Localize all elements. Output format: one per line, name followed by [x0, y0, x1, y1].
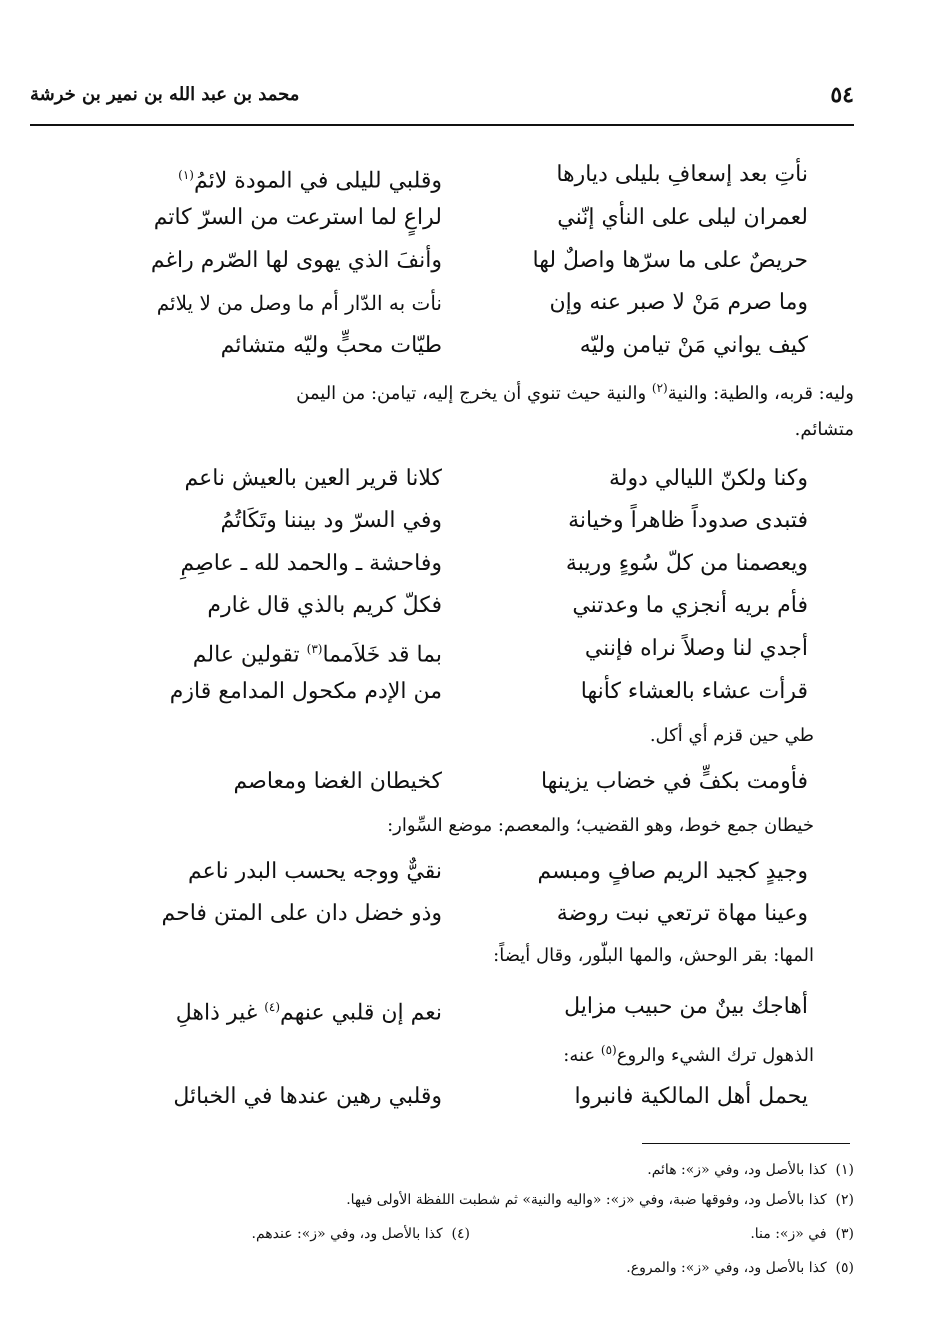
- verse-hemistich-second: وأنفَ الذي يهوى لها الصّرم راغم: [150, 248, 442, 273]
- footnote-number: (٤): [451, 1226, 470, 1242]
- footnote-text: كذا بالأصل ود، وفي «ز»: هائم.: [647, 1162, 827, 1178]
- verse-hemistich-second: نقيٌّ ووجه يحسب البدر ناعم: [188, 859, 442, 884]
- verse-hemistich-first: كيف يواني مَنْ تيامن وليّه: [579, 333, 808, 358]
- verse-hemistich-second: وفاحشة ـ والحمد لله ـ عاصِمِ: [180, 551, 442, 576]
- footnote: [750, 1224, 854, 1244]
- verse-hemistich-second: وذو خضل دان على المتن فاحم: [161, 901, 442, 926]
- footnote-text: كذا بالأصل ود، وفي «ز»: والمروع.: [626, 1260, 827, 1276]
- gloss-paragraph: [563, 1036, 814, 1070]
- footnote: [346, 1190, 854, 1210]
- verse-hemistich-first: فتبدى صدوداً ظاهراً وخيانة: [568, 508, 808, 533]
- gloss-text: وليه: قربه، والطية: والنية: [667, 383, 854, 404]
- verse-hemistich-first: قرأت عشاء بالعشاء كأنها: [580, 679, 808, 704]
- footnote-ref: (٥): [600, 1043, 617, 1057]
- verse-hemistich-second: وقلبي رهين عندها في الخبائل: [173, 1084, 442, 1109]
- footnote-text: في «ز»: منا.: [750, 1226, 827, 1242]
- verse-hemistich-first: أجدي لنا وصلاً نراه فإنني: [584, 636, 808, 661]
- page-number: ٥٤: [830, 82, 854, 108]
- gloss-text: عنه:: [563, 1045, 601, 1066]
- footnote-text: كذا بالأصل ود، وفي «ز»: عندهم.: [251, 1226, 443, 1242]
- verse-text: غير ذاهلِ: [175, 1000, 265, 1026]
- verse-hemistich-second: [102, 992, 442, 1028]
- gloss-text: والنية حيث تنوي أن يخرج إليه، تيامن: من اليمن: [296, 383, 652, 404]
- footnote-text: كذا بالأصل ود، وفوقها ضبة، وفي «ز»: «واليه والنية» ثم شطبت اللفظة الأولى فيها.: [346, 1192, 827, 1208]
- verse-hemistich-second: كخيطان الغضا ومعاصم: [233, 769, 442, 794]
- gloss-paragraph: خيطان جمع خوط، وهو القضيب؛ والمعصم: موضع السِّوار:: [387, 815, 814, 836]
- verse-hemistich-first: وما صرم مَنْ لا صبر عنه وإن: [549, 290, 808, 315]
- gloss-continuation: متشائم.: [794, 419, 854, 440]
- verse-hemistich-first: نأتِ بعد إسعافِ بليلى ديارها: [556, 162, 808, 187]
- verse-hemistich-second: لراعٍ لما استرعت من السرّ كاتم: [153, 205, 442, 230]
- running-title: محمد بن عبد الله بن نمير بن خرشة: [30, 84, 300, 105]
- verse-hemistich-second: [102, 160, 442, 196]
- verse-text: وقلبي لليلى في المودة لائمُ: [193, 168, 442, 194]
- verse-text: تقولين عالم: [192, 642, 307, 668]
- footnote-number: (٣): [835, 1226, 854, 1242]
- footnote-number: (٥): [835, 1260, 854, 1276]
- page-header: [30, 78, 854, 112]
- verse-hemistich-second: فكلّ كريم بالذي قال غارم: [207, 593, 442, 618]
- footnote: [647, 1160, 854, 1180]
- verse-hemistich-first: وجيدٍ كجيد الريم صافٍ ومبسم: [537, 859, 808, 884]
- verse-text: بما قد خَلاَمما: [322, 642, 442, 668]
- verse-hemistich-first: يحمل أهل المالكية فانبروا: [574, 1084, 808, 1109]
- footnote: [626, 1258, 854, 1278]
- footnote: [252, 1224, 471, 1244]
- verse-hemistich-second: من الإدم مكحول المدامع قازم: [169, 679, 442, 704]
- footnote-ref: (١): [178, 168, 194, 182]
- gloss-paragraph: طي حين قزم أي أكل.: [649, 725, 814, 746]
- verse-hemistich-first: وعينا مهاة ترتعي نبت روضة: [556, 901, 808, 926]
- footnote-ref: (٣): [306, 642, 323, 656]
- verse-hemistich-second: طيّات محبٍّ وليّه متشائم: [220, 333, 442, 358]
- footnote-rule: [642, 1143, 850, 1144]
- footnote-number: (١): [835, 1162, 854, 1178]
- verse-hemistich-first: لعمران ليلى على النأي إنّني: [557, 205, 808, 230]
- gloss-paragraph: [54, 374, 854, 408]
- footnote-number: (٢): [835, 1192, 854, 1208]
- gloss-text: الذهول ترك الشيء والروع: [616, 1045, 814, 1066]
- verse-hemistich-second: وفي السرّ ود بيننا وتَكَاتُمُ: [220, 508, 442, 533]
- verse-hemistich-first: أهاجك بينٌ من حبيب مزايل: [564, 994, 808, 1019]
- gloss-paragraph: المها: بقر الوحش، والمها البلّور، وقال أيضاً:: [493, 945, 814, 966]
- verse-text: نعم إن قلبي عنهم: [280, 1000, 442, 1026]
- footnote-ref: (٤): [264, 1000, 281, 1014]
- footnote-ref: (٢): [651, 381, 668, 395]
- verse-hemistich-first: فأم بريه أنجزي ما وعدتني: [572, 593, 808, 618]
- verse-hemistich-second: [102, 634, 442, 670]
- verse-hemistich-first: ويعصمنا من كلّ سُوءٍ وريبة: [565, 551, 808, 576]
- header-rule: [30, 124, 854, 126]
- verse-hemistich-first: فأومت بكفٍّ في خضاب يزينها: [540, 769, 808, 794]
- verse-hemistich-second: كلانا قرير العين بالعيش ناعم: [184, 466, 442, 491]
- verse-hemistich-second: نأت به الدّار أم ما وصل من لا يلائم: [156, 291, 442, 315]
- verse-hemistich-first: حريصٌ على ما سرّها واصلٌ لها: [532, 248, 808, 273]
- verse-hemistich-first: وكنا ولكنّ الليالي دولة: [608, 466, 808, 491]
